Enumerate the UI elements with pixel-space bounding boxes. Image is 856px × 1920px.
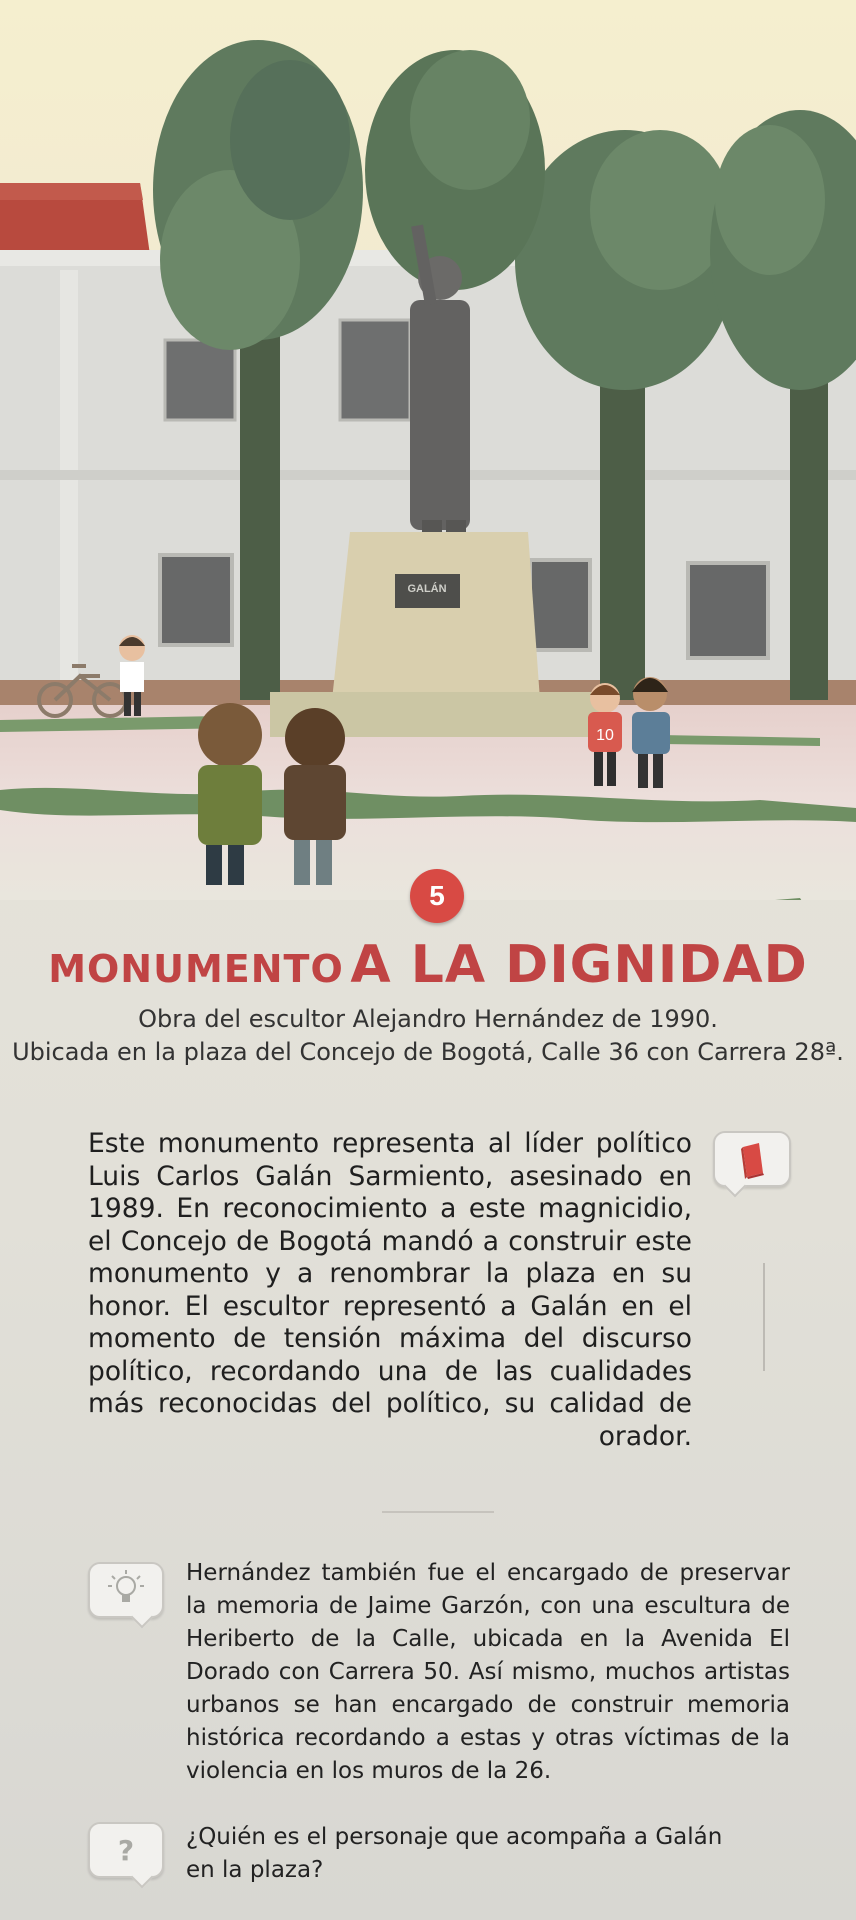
book-icon [715, 1133, 789, 1185]
lightbulb-icon [90, 1564, 162, 1616]
subtitle-line-1: Obra del escultor Alejandro Hernández de 1990. [138, 1005, 718, 1033]
page-title [0, 935, 856, 995]
tree [365, 50, 545, 290]
jersey-number: 10 [596, 727, 614, 744]
question-bubble [88, 1822, 164, 1878]
divider-horizontal [382, 1511, 494, 1513]
window [530, 560, 590, 650]
question-mark-icon [90, 1824, 162, 1876]
subtitle-line-2: Ubicada en la plaza del Concejo de Bogotá, Calle 36 con Carrera 28ª. [12, 1038, 844, 1066]
plaque-text: GALÁN [407, 583, 447, 595]
book-bubble [713, 1131, 791, 1187]
question-line-2: en la plaza? [186, 1857, 324, 1883]
title-part-2: A LA DIGNIDAD [350, 935, 808, 995]
window [160, 555, 232, 645]
window [688, 563, 768, 658]
plaza-illustration [0, 0, 856, 900]
title-part-1: MONUMENTO [48, 947, 344, 991]
divider-vertical [763, 1263, 765, 1371]
tip-text: Hernández también fue el encargado de preservar la memoria de Jaime Garzón, con una escultura de Heriberto de la Calle, ubicada en la Avenida El Dorado con Carrera 50. Así mismo, muchos artistas urbanos se han encargado de construir memoria histórica recordando a estas y otras víctimas de la violencia en los muros de la 26. [186, 1560, 790, 1784]
question-line-1: ¿Quién es el personaje que acompaña a Galán [186, 1824, 723, 1850]
svg-text:?: ? [117, 1834, 135, 1867]
main-description: Este monumento representa al líder político Luis Carlos Galán Sarmiento, asesinado en 1989. En reconocimiento a este magnicidio, el Concejo de Bogotá mandó a construir este monumento y a renombrar la plaza en su honor. El escultor representó a Galán en el momento de tensión máxima del discurso político, recordando una de las cualidades más reconocidas del político, su calidad de orador. [88, 1128, 692, 1452]
tip-bubble [88, 1562, 164, 1618]
section-number-badge: 5 [410, 869, 464, 923]
galan-statue [410, 225, 470, 540]
